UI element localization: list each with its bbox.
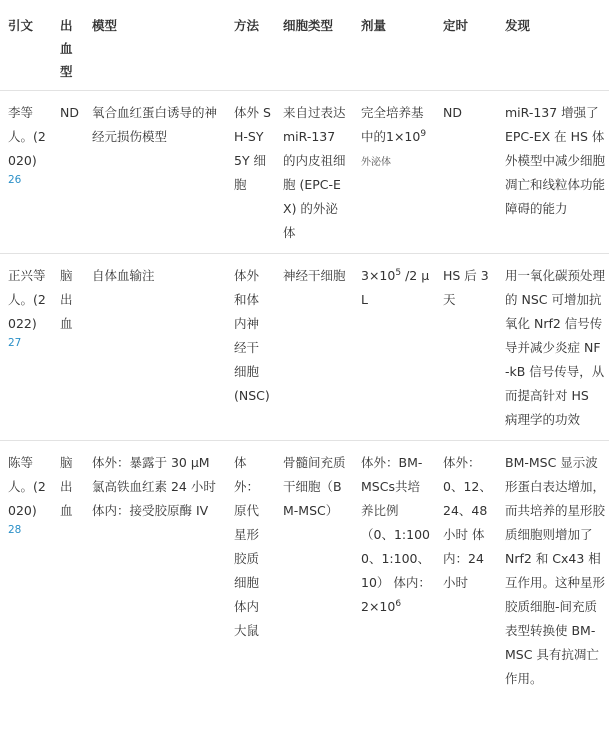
citation-text: 陈等人。(2020) bbox=[8, 454, 46, 518]
model-cell: 体外：暴露于 30 µM 氯高铁血红素 24 小时 体内：接受胶原酶 IV bbox=[92, 454, 216, 518]
cell-type-cell: 来自过表达 miR-137 的内皮祖细胞 (EPC-EX) 的外泌体 bbox=[283, 104, 346, 240]
citation-cell bbox=[0, 90, 52, 253]
findings-cell: BM-MSC 显示波形蛋白表达增加，而共培养的星形胶质细胞则增加了 Nrf2 和 Cx43 相互作用。这种星形胶质细胞-间充质表型转换使 BM-MSC 具有抗凋亡作用。 bbox=[505, 454, 606, 686]
findings-cell: 用一氧化碳预处理的 NSC 可增加抗氧化 Nrf2 信号传导并减少炎症 NF-kB 信号传导，从而提高针对 HS 病理学的功效 bbox=[505, 267, 606, 427]
cell-type-cell: 神经干细胞 bbox=[283, 267, 346, 283]
header-cell-type: 细胞类型 bbox=[283, 18, 334, 33]
header-dose: 剂量 bbox=[361, 18, 387, 33]
dose-unit: 外泌体 bbox=[361, 156, 391, 168]
dose-cell bbox=[353, 440, 435, 699]
table-row bbox=[0, 90, 609, 253]
reference-link[interactable]: 28 bbox=[8, 523, 22, 536]
cell-type-cell: 骨髓间充质干细胞（BM-MSC） bbox=[283, 454, 346, 518]
hemorrhage-cell: ND bbox=[60, 104, 79, 120]
model-cell: 氧合血红蛋白诱导的神经元损伤模型 bbox=[92, 104, 218, 144]
header-model: 模型 bbox=[92, 18, 118, 33]
dose-exponent: 6 bbox=[395, 598, 402, 609]
header-hemorrhage: 出血型 bbox=[60, 18, 73, 79]
header-row bbox=[0, 0, 609, 90]
reference-link[interactable]: 27 bbox=[8, 336, 22, 349]
method-cell: 体外和体内神经干细胞 (NSC) bbox=[234, 267, 270, 403]
citation-text: 正兴等人。(2022) bbox=[8, 267, 46, 331]
method-cell: 体外 SH-SY5Y 细胞 bbox=[234, 104, 271, 192]
hemorrhage-cell: 脑出血 bbox=[60, 267, 73, 331]
hemorrhage-cell: 脑出血 bbox=[60, 454, 73, 518]
timing-cell: ND bbox=[443, 104, 462, 120]
dose-cell bbox=[353, 90, 435, 253]
dose-text: 完全培养基中的1×10 bbox=[361, 104, 424, 144]
header-citation: 引文 bbox=[8, 18, 34, 33]
dose-text: 3×10 bbox=[361, 267, 396, 283]
table-row bbox=[0, 253, 609, 440]
model-cell: 自体血输注 bbox=[92, 267, 155, 283]
header-findings: 发现 bbox=[505, 18, 531, 33]
citation-cell bbox=[0, 440, 52, 699]
header-method: 方法 bbox=[234, 18, 260, 33]
dose-text: 体外：BM-MSCs共培养比例（0、1:1000、1:100、10） 体内：2×10 bbox=[361, 454, 431, 614]
timing-cell: 体外：0、12、24、48 小时 体内：24 小时 bbox=[443, 454, 492, 590]
method-cell: 体外：原代星形胶质细胞 体内大鼠 bbox=[234, 454, 260, 638]
timing-cell: HS 后 3 天 bbox=[443, 267, 489, 307]
citation-text: 李等人。(2020) bbox=[8, 104, 46, 168]
dose-cell bbox=[353, 253, 435, 440]
header-timing: 定时 bbox=[443, 18, 469, 33]
dose-exponent: 5 bbox=[395, 267, 402, 278]
table-row bbox=[0, 440, 609, 699]
findings-cell: miR-137 增强了 EPC-EX 在 HS 体外模型中减少细胞凋亡和线粒体功能障碍的能力 bbox=[505, 104, 606, 216]
dose-exponent: 9 bbox=[420, 128, 427, 139]
reference-link[interactable]: 26 bbox=[8, 173, 22, 186]
citation-cell bbox=[0, 253, 52, 440]
dose-unit: /2 µL bbox=[361, 267, 430, 307]
